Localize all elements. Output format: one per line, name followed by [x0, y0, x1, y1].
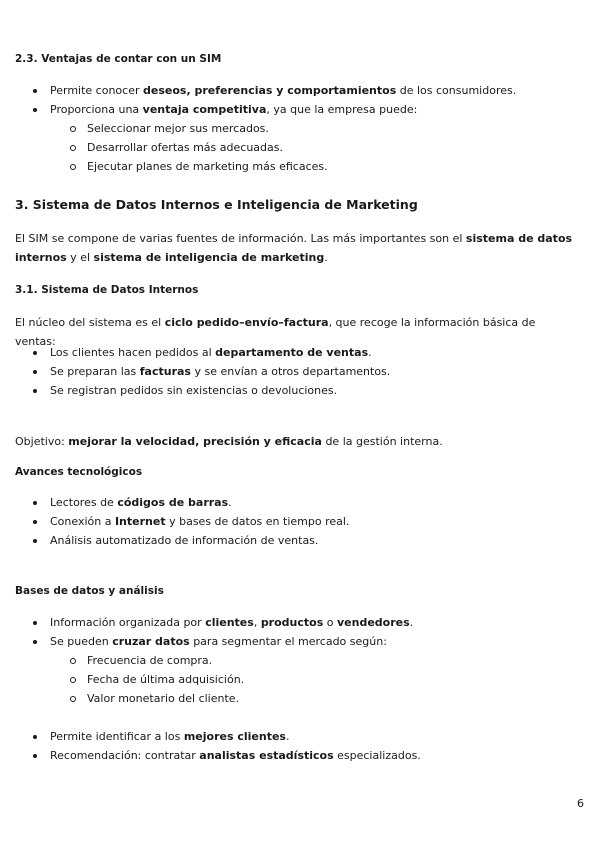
- list-item: Los clientes hacen pedidos al departamento de ventas.: [15, 343, 576, 362]
- list-item: Conexión a Internet y bases de datos en tiempo real.: [15, 512, 576, 531]
- sub-list-item: Desarrollar ofertas más adecuadas.: [15, 138, 576, 157]
- cycle-list: [15, 343, 576, 400]
- conclusion-list: [15, 727, 576, 765]
- tech-advances-list: [15, 493, 576, 550]
- advantages-list: [15, 81, 576, 176]
- sub-list-item: Valor monetario del cliente.: [15, 689, 576, 708]
- list-item: Se registran pedidos sin existencias o devoluciones.: [15, 381, 576, 400]
- databases-list: [15, 613, 576, 708]
- section-3-1-heading: 3.1. Sistema de Datos Internos: [15, 284, 199, 296]
- list-item: Análisis automatizado de información de ventas.: [15, 531, 576, 550]
- intro-paragraph: El SIM se compone de varias fuentes de información. Las más importantes son el sistema de datos internos y el sistema de inteligencia de marketing.: [15, 232, 573, 264]
- cycle-paragraph: El núcleo del sistema es el ciclo pedido–envío–factura, que recoge la información básica de ventas:: [15, 316, 536, 348]
- list-item: Se pueden cruzar datos para segmentar el mercado según:: [15, 632, 576, 651]
- objective-paragraph: Objetivo: mejorar la velocidad, precisión y eficacia de la gestión interna.: [15, 435, 443, 448]
- tech-advances-heading: Avances tecnológicos: [15, 466, 143, 478]
- page-number: 6: [577, 797, 584, 810]
- sub-list-item: Ejecutar planes de marketing más eficaces.: [15, 157, 576, 176]
- sub-list-item: Fecha de última adquisición.: [15, 670, 576, 689]
- list-item: Permite identificar a los mejores clientes.: [15, 727, 576, 746]
- list-item: Se preparan las facturas y se envían a otros departamentos.: [15, 362, 576, 381]
- section-3-heading: 3. Sistema de Datos Internos e Inteligencia de Marketing: [15, 197, 418, 212]
- section-2-3-heading: 2.3. Ventajas de contar con un SIM: [15, 53, 222, 65]
- sub-list-item: Seleccionar mejor sus mercados.: [15, 119, 576, 138]
- databases-heading: Bases de datos y análisis: [15, 585, 164, 597]
- list-item: Permite conocer deseos, preferencias y comportamientos de los consumidores.: [15, 81, 576, 100]
- list-item: Lectores de códigos de barras.: [15, 493, 576, 512]
- sub-list-item: Frecuencia de compra.: [15, 651, 576, 670]
- list-item: Recomendación: contratar analistas estadísticos especializados.: [15, 746, 576, 765]
- list-item: Información organizada por clientes, productos o vendedores.: [15, 613, 576, 632]
- list-item: Proporciona una ventaja competitiva, ya que la empresa puede:: [15, 100, 576, 119]
